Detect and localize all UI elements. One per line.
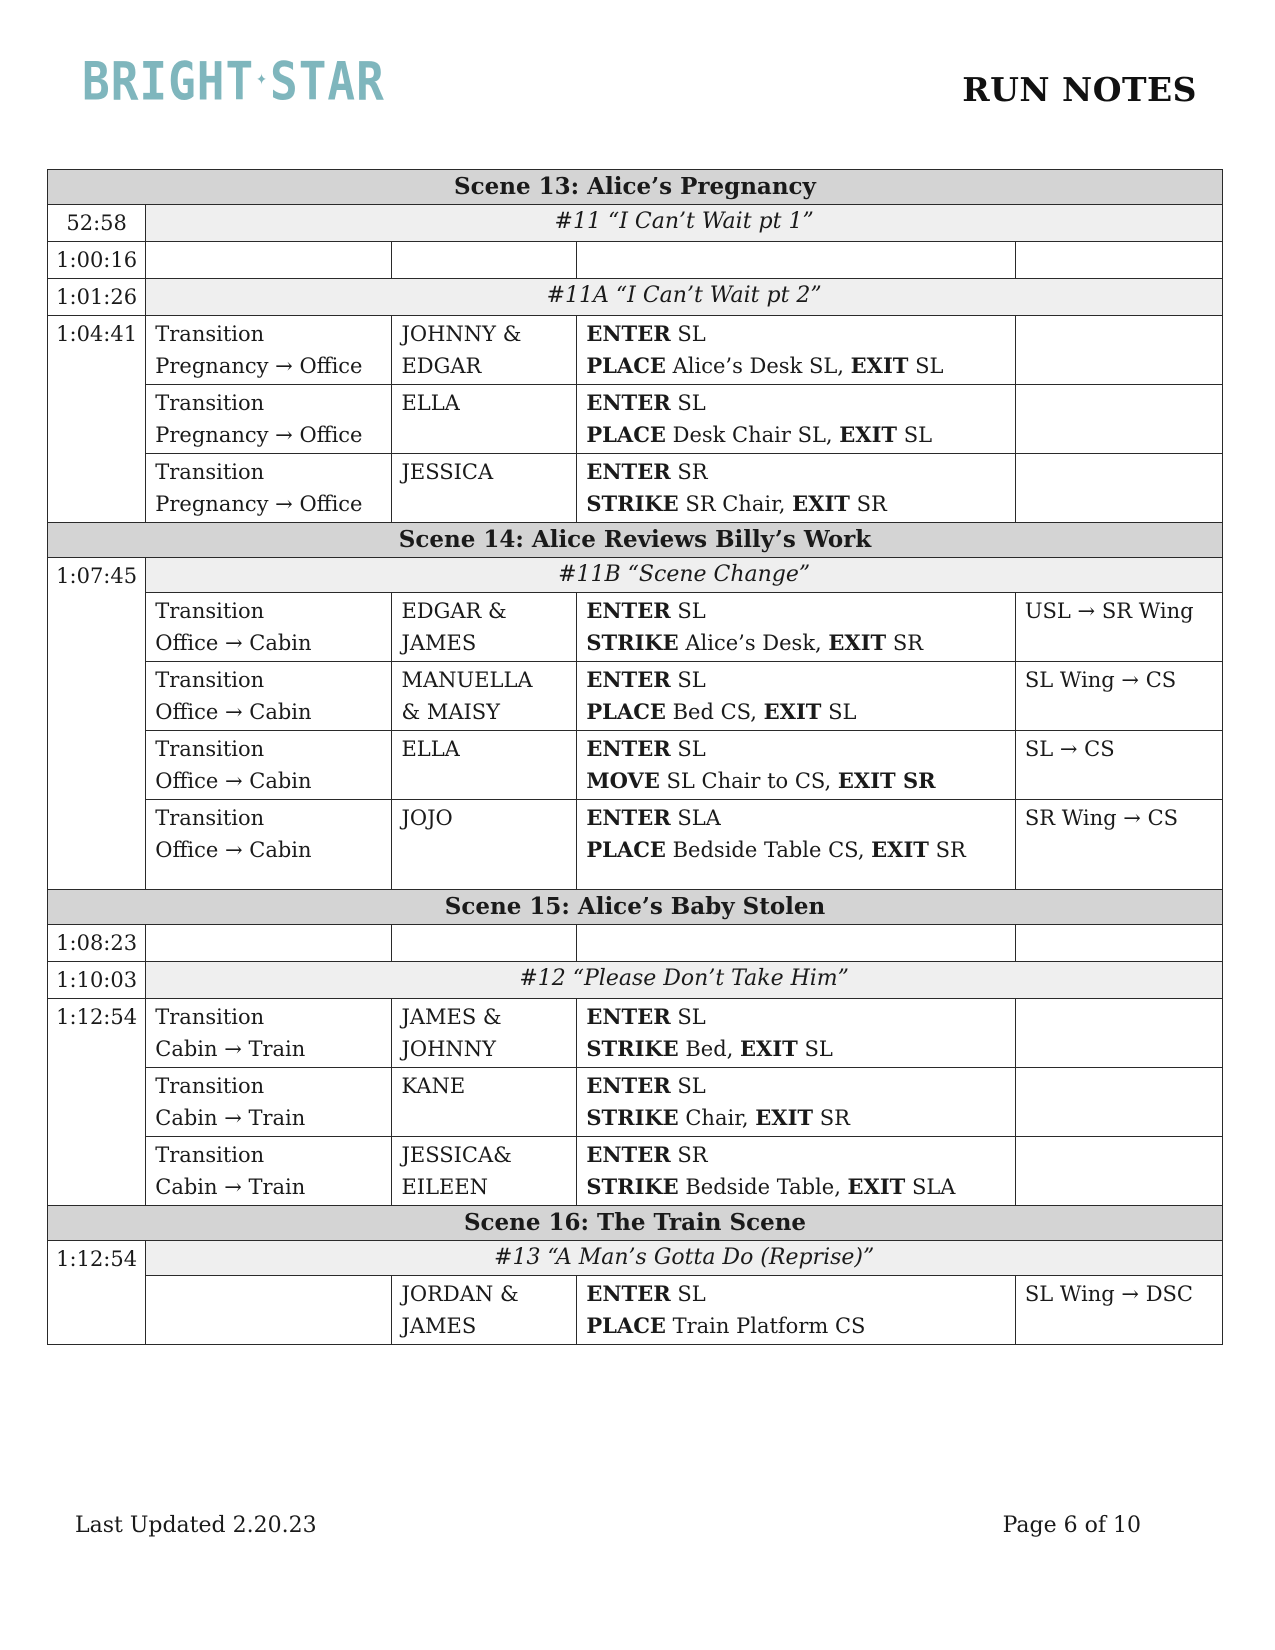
action-keyword: ENTER	[586, 1281, 671, 1306]
action-keyword: EXIT SR	[837, 768, 936, 793]
table-row	[48, 1068, 1223, 1137]
action-text: Train Platform CS	[665, 1314, 866, 1338]
crew-name: JORDAN &	[401, 1282, 519, 1306]
action-text: Alice’s Desk SL,	[665, 354, 851, 378]
action-text: Alice’s Desk,	[678, 631, 829, 655]
crew-name: & MAISY	[401, 700, 501, 724]
cue-time: 1:04:41	[48, 316, 146, 523]
table-row	[48, 316, 1223, 385]
transition-label: Transition	[155, 668, 265, 692]
table-row	[48, 593, 1223, 662]
location-cell	[1015, 385, 1222, 454]
action-keyword: PLACE	[586, 422, 666, 447]
action-text: SR	[849, 492, 887, 516]
transition-cell	[146, 662, 392, 731]
crew-cell	[392, 999, 577, 1068]
crew-cell	[392, 316, 577, 385]
crew-name	[401, 834, 567, 866]
crew-name: KANE	[401, 1074, 466, 1098]
transition-route: Pregnancy → Office	[155, 423, 363, 447]
action-keyword: STRIKE	[586, 630, 679, 655]
action-text: Bedside Table,	[678, 1175, 848, 1199]
action-text: SL	[670, 599, 706, 623]
action-keyword: STRIKE	[586, 491, 679, 516]
crew-cell	[392, 1137, 577, 1206]
crew-name	[401, 419, 567, 451]
scene-header	[48, 1206, 1223, 1241]
scene-title: Scene 15: Alice’s Baby Stolen	[48, 890, 1223, 925]
action-text: SL	[670, 1005, 706, 1029]
transition-cell	[146, 1068, 392, 1137]
empty-cell	[146, 242, 392, 279]
crew-cell	[392, 593, 577, 662]
action-cell	[577, 316, 1015, 385]
transition-cell	[146, 316, 392, 385]
transition-cell	[146, 385, 392, 454]
table-row	[48, 1241, 1223, 1276]
action-keyword: EXIT	[792, 491, 850, 516]
crew-name: JESSICA	[401, 460, 494, 484]
crew-name: JOJO	[401, 806, 453, 830]
bright-star-logo	[82, 50, 385, 112]
table-row	[48, 1276, 1223, 1345]
crew-name: JESSICA&	[401, 1143, 512, 1167]
empty-cell	[577, 242, 1015, 279]
table-row	[48, 999, 1223, 1068]
cue-time: 1:08:23	[48, 925, 146, 962]
action-keyword: EXIT	[755, 1105, 814, 1130]
table-row	[48, 731, 1223, 800]
action-text: SL	[670, 1074, 706, 1098]
crew-name	[401, 765, 567, 797]
transition-label: Transition	[155, 1074, 265, 1098]
location-cell	[1015, 316, 1222, 385]
action-keyword: PLACE	[586, 1313, 666, 1338]
crew-name	[401, 1102, 567, 1134]
scene-title: Scene 13: Alice’s Pregnancy	[48, 170, 1223, 205]
action-keyword: STRIKE	[586, 1174, 679, 1199]
table-row	[48, 242, 1223, 279]
action-cell	[577, 1276, 1015, 1345]
action-keyword: STRIKE	[586, 1036, 679, 1061]
action-keyword: ENTER	[586, 1073, 671, 1098]
action-cell	[577, 1137, 1015, 1206]
run-notes-table	[47, 169, 1223, 1345]
crew-name: ELLA	[401, 737, 460, 761]
crew-cell	[392, 454, 577, 523]
action-keyword: ENTER	[586, 390, 671, 415]
scene-header	[48, 170, 1223, 205]
transition-label: Transition	[155, 806, 265, 830]
song-title: #13 “A Man’s Gotta Do (Reprise)”	[146, 1241, 1223, 1276]
crew-cell	[392, 385, 577, 454]
table-row	[48, 925, 1223, 962]
action-keyword: ENTER	[586, 598, 671, 623]
transition-cell	[146, 731, 392, 800]
action-cell	[577, 999, 1015, 1068]
action-text: SLA	[905, 1175, 956, 1199]
transition-label: Transition	[155, 1143, 265, 1167]
location-cell	[1015, 999, 1222, 1068]
crew-name: EDGAR &	[401, 599, 507, 623]
crew-name: JAMES	[401, 631, 477, 655]
table-row	[48, 385, 1223, 454]
action-cell	[577, 800, 1015, 890]
action-text: SL	[670, 737, 706, 761]
location-cell	[1015, 1137, 1222, 1206]
transition-route: Pregnancy → Office	[155, 354, 363, 378]
action-text: SLA	[670, 806, 721, 830]
action-cell	[577, 1068, 1015, 1137]
action-keyword: ENTER	[586, 805, 671, 830]
transition-route: Office → Cabin	[155, 838, 312, 862]
transition-route: Office → Cabin	[155, 631, 312, 655]
action-cell	[577, 731, 1015, 800]
transition-route: Cabin → Train	[155, 1175, 306, 1199]
action-keyword: ENTER	[586, 1142, 671, 1167]
crew-cell	[392, 662, 577, 731]
location-cell: USL → SR Wing	[1015, 593, 1222, 662]
table-row	[48, 279, 1223, 316]
action-text: SL	[670, 391, 706, 415]
action-text: SL	[670, 322, 706, 346]
crew-name: JAMES	[401, 1314, 477, 1338]
transition-route: Cabin → Train	[155, 1106, 306, 1130]
scene-header	[48, 523, 1223, 558]
transition-label: Transition	[155, 599, 265, 623]
action-keyword: EXIT	[850, 353, 909, 378]
action-keyword: EXIT	[871, 837, 929, 862]
transition-label: Transition	[155, 737, 265, 761]
cue-time: 1:00:16	[48, 242, 146, 279]
empty-cell	[1015, 242, 1222, 279]
song-title: #11A “I Can’t Wait pt 2”	[146, 279, 1223, 316]
location-cell: SL → CS	[1015, 731, 1222, 800]
transition-route: Pregnancy → Office	[155, 492, 363, 516]
table-row	[48, 800, 1223, 890]
location-cell: SL Wing → DSC	[1015, 1276, 1222, 1345]
last-updated: Last Updated 2.20.23	[75, 1513, 317, 1538]
crew-name: JAMES &	[401, 1005, 502, 1029]
action-cell	[577, 593, 1015, 662]
song-title: #11B “Scene Change”	[146, 558, 1223, 593]
action-keyword: ENTER	[586, 1004, 671, 1029]
crew-name: EDGAR	[401, 354, 482, 378]
crew-cell	[392, 800, 577, 890]
action-keyword: EXIT	[763, 699, 822, 724]
crew-cell	[392, 1276, 577, 1345]
transition-cell	[146, 1276, 392, 1345]
action-keyword: EXIT	[839, 422, 898, 447]
scene-header	[48, 890, 1223, 925]
song-title: #12 “Please Don’t Take Him”	[146, 962, 1223, 999]
song-title: #11 “I Can’t Wait pt 1”	[146, 205, 1223, 242]
action-text: SL	[908, 354, 944, 378]
transition-route: Cabin → Train	[155, 1037, 306, 1061]
cue-time: 1:01:26	[48, 279, 146, 316]
cue-time: 1:12:54	[48, 1241, 146, 1345]
page-number: Page 6 of 10	[1002, 1513, 1141, 1538]
action-keyword: PLACE	[586, 353, 666, 378]
cue-time: 52:58	[48, 205, 146, 242]
crew-name	[401, 488, 567, 520]
table-row	[48, 205, 1223, 242]
action-keyword: EXIT	[847, 1174, 906, 1199]
action-text: SL	[670, 668, 706, 692]
action-text: SL	[670, 1282, 706, 1306]
transition-route: Office → Cabin	[155, 700, 312, 724]
transition-cell	[146, 593, 392, 662]
table-row	[48, 454, 1223, 523]
location-cell: SL Wing → CS	[1015, 662, 1222, 731]
action-keyword: STRIKE	[586, 1105, 679, 1130]
action-text: Bedside Table CS,	[665, 838, 872, 862]
action-text: SL	[821, 700, 857, 724]
action-text: Desk Chair SL,	[665, 423, 840, 447]
action-keyword: ENTER	[586, 736, 671, 761]
action-keyword: EXIT	[740, 1036, 798, 1061]
action-text: SL	[797, 1037, 833, 1061]
action-text: Chair,	[678, 1106, 756, 1130]
crew-cell	[392, 731, 577, 800]
action-cell	[577, 385, 1015, 454]
action-text: Bed,	[678, 1037, 741, 1061]
action-keyword: ENTER	[586, 459, 671, 484]
action-text: SR	[670, 1143, 708, 1167]
scene-title: Scene 14: Alice Reviews Billy’s Work	[48, 523, 1223, 558]
action-keyword: EXIT	[828, 630, 887, 655]
transition-cell	[146, 454, 392, 523]
cue-time: 1:07:45	[48, 558, 146, 890]
action-cell	[577, 454, 1015, 523]
crew-cell	[392, 1068, 577, 1137]
transition-label: Transition	[155, 391, 265, 415]
transition-label: Transition	[155, 460, 265, 484]
page-title: RUN NOTES	[962, 70, 1197, 109]
location-cell	[1015, 454, 1222, 523]
logo-text-right: STAR	[270, 50, 385, 113]
action-keyword: PLACE	[586, 837, 666, 862]
empty-cell	[392, 925, 577, 962]
crew-name: EILEEN	[401, 1175, 489, 1199]
action-keyword: MOVE	[586, 768, 660, 793]
crew-name: JOHNNY &	[401, 322, 522, 346]
action-cell	[577, 662, 1015, 731]
table-row	[48, 558, 1223, 593]
cue-time: 1:10:03	[48, 962, 146, 999]
transition-label: Transition	[155, 1005, 265, 1029]
location-cell: SR Wing → CS	[1015, 800, 1222, 890]
star-icon: ✦	[256, 66, 269, 91]
table-row	[48, 1137, 1223, 1206]
empty-cell	[1015, 925, 1222, 962]
action-text: SL	[897, 423, 933, 447]
action-text: Bed CS,	[665, 700, 764, 724]
transition-cell	[146, 800, 392, 890]
action-text: SR Chair,	[678, 492, 793, 516]
logo-text-left: BRIGHT	[82, 50, 255, 113]
crew-name: MANUELLA	[401, 668, 533, 692]
action-keyword: PLACE	[586, 699, 666, 724]
action-text: SR	[928, 838, 966, 862]
crew-name: JOHNNY	[401, 1037, 497, 1061]
action-text: SR	[670, 460, 708, 484]
table-row	[48, 962, 1223, 999]
action-text: SR	[886, 631, 924, 655]
transition-cell	[146, 1137, 392, 1206]
empty-cell	[392, 242, 577, 279]
action-keyword: ENTER	[586, 667, 671, 692]
transition-cell	[146, 999, 392, 1068]
action-keyword: ENTER	[586, 321, 671, 346]
scene-title: Scene 16: The Train Scene	[48, 1206, 1223, 1241]
transition-route: Office → Cabin	[155, 769, 312, 793]
location-cell	[1015, 1068, 1222, 1137]
table-row	[48, 662, 1223, 731]
action-text: SL Chair to CS,	[659, 769, 838, 793]
empty-cell	[577, 925, 1015, 962]
empty-cell	[146, 925, 392, 962]
crew-name: ELLA	[401, 391, 460, 415]
action-text: SR	[813, 1106, 850, 1130]
cue-time: 1:12:54	[48, 999, 146, 1206]
transition-label: Transition	[155, 322, 265, 346]
